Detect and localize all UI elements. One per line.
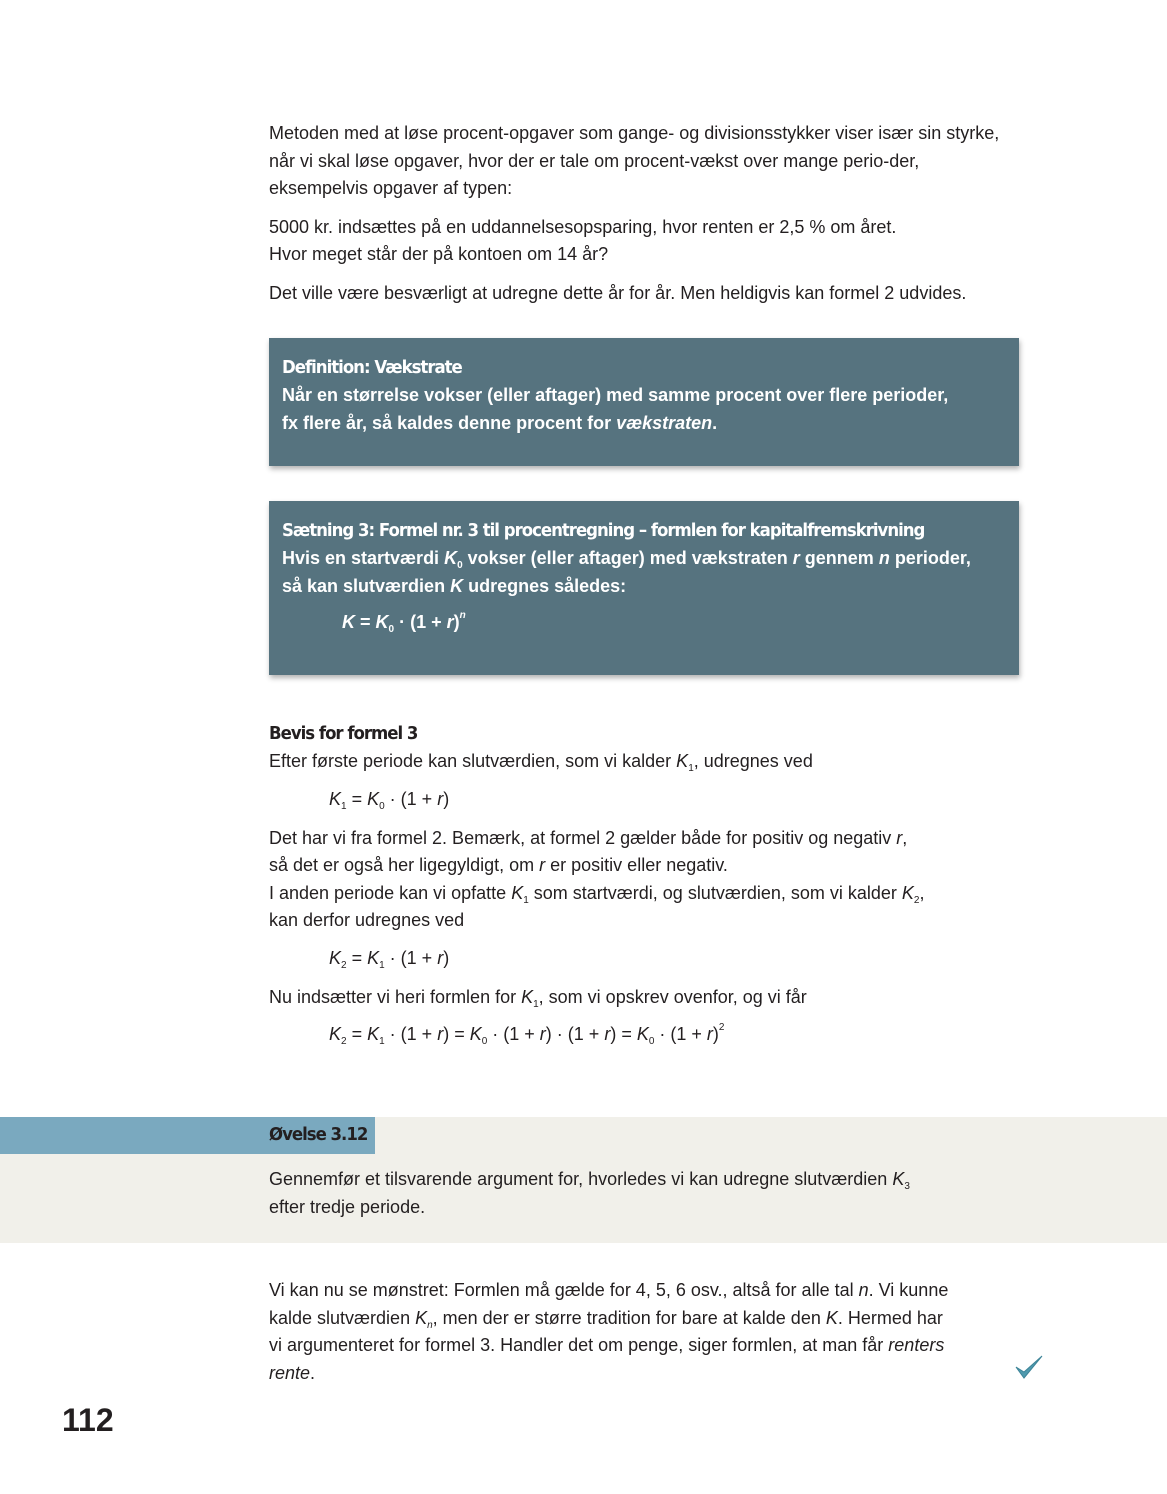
text-part: Gennemfør et tilsvarende argument for, hvorledes vi kan udregne slutværdien bbox=[269, 1169, 893, 1189]
text-part: . Vi kunne bbox=[868, 1280, 949, 1300]
var-n: n bbox=[858, 1280, 869, 1300]
theorem-text-part: perioder, bbox=[889, 548, 971, 568]
formula-part: = bbox=[346, 947, 368, 968]
subscript: 1 bbox=[341, 800, 347, 812]
theorem-text-part: gennem bbox=[799, 548, 879, 568]
theorem-formula bbox=[342, 612, 1006, 633]
final-paragraph bbox=[269, 1277, 1019, 1387]
var-k: K bbox=[329, 788, 342, 809]
var-k: K bbox=[329, 1024, 342, 1044]
formula-part: = bbox=[449, 1024, 470, 1044]
exercise-paragraph bbox=[269, 1166, 1019, 1221]
checkmark-icon bbox=[1014, 1354, 1044, 1380]
subscript: 2 bbox=[913, 894, 920, 906]
var-r: r bbox=[437, 788, 444, 809]
formula-part: · (1 + bbox=[487, 1024, 540, 1044]
var-r: r bbox=[792, 548, 800, 568]
var-k: K bbox=[636, 1024, 649, 1044]
subscript: 1 bbox=[379, 1036, 385, 1047]
var-k: K bbox=[469, 1024, 482, 1044]
definition-term: vækstraten bbox=[616, 412, 713, 433]
var-k: K bbox=[901, 882, 914, 903]
var-k: K bbox=[342, 612, 355, 632]
definition-line-1: Når en størrelse vokser (eller aftager) med samme procent over flere perioder, bbox=[282, 385, 949, 405]
equation-k1 bbox=[329, 776, 1019, 825]
subscript: 1 bbox=[533, 998, 539, 1010]
subscript: 1 bbox=[523, 894, 529, 906]
theorem-text-part: vokser (eller aftager) med vækstraten bbox=[462, 548, 793, 568]
formula-part: · (1 + bbox=[384, 947, 438, 968]
var-k: K bbox=[367, 947, 380, 968]
text-part: , som vi opskrev ovenfor, og vi får bbox=[538, 986, 807, 1007]
formula-part: = bbox=[346, 1024, 368, 1044]
exercise-label: Øvelse 3.12 bbox=[269, 1124, 368, 1145]
formula-part: ) bbox=[443, 947, 450, 968]
text-part: Vi kan nu se mønstret: Formlen må gælde for 4, 5, 6 osv., altså for alle tal bbox=[269, 1280, 859, 1300]
var-k: K bbox=[450, 575, 464, 596]
formula-part: ) bbox=[453, 612, 460, 632]
formula-part: = bbox=[616, 1024, 637, 1044]
var-k: K bbox=[444, 548, 458, 568]
intro-paragraph: Metoden med at løse procent-opgaver som gange- og divisionsstykker viser især sin styrke, når vi skal løse opgaver, hvor der er tale om procent-vækst over mange perio-der, eksempelvis opgaver af typen: bbox=[269, 123, 1000, 198]
example-problem bbox=[269, 214, 1019, 269]
subscript: 0 bbox=[648, 1036, 655, 1047]
text-part: kalde slutværdien bbox=[269, 1307, 416, 1328]
text-part: Efter første periode kan slutværdien, som vi kalder bbox=[269, 751, 677, 771]
var-k: K bbox=[375, 612, 389, 632]
theorem-text-part: udregnes således: bbox=[463, 575, 627, 596]
subscript: 0 bbox=[379, 800, 385, 812]
var-r: r bbox=[896, 827, 903, 848]
var-r: r bbox=[437, 947, 444, 968]
var-k: K bbox=[511, 882, 524, 903]
text-part: Det har vi fra formel 2. Bemærk, at formel 2 gælder både for positiv og negativ bbox=[269, 827, 897, 848]
subscript: 3 bbox=[904, 1181, 910, 1192]
var-r: r bbox=[446, 612, 454, 632]
subscript: 1 bbox=[379, 959, 385, 971]
equation-k2 bbox=[329, 935, 1019, 984]
formula-part: · (1 + bbox=[394, 612, 447, 632]
example-line-2: Hvor meget står der på kontoen om 14 år? bbox=[269, 244, 609, 264]
text-part: er positiv eller negativ. bbox=[545, 855, 728, 875]
text-part: efter tredje periode. bbox=[269, 1196, 426, 1217]
subscript: 0 bbox=[457, 560, 463, 571]
theorem-heading: Sætning 3: Formel nr. 3 til procentregning – formlen for kapitalfremskrivning bbox=[282, 520, 925, 541]
var-k: K bbox=[892, 1169, 905, 1189]
var-k: K bbox=[329, 947, 342, 968]
var-k: K bbox=[367, 788, 380, 809]
formula-part: ) bbox=[443, 1024, 450, 1044]
superscript: 2 bbox=[718, 1022, 725, 1033]
text-part: . bbox=[310, 1362, 316, 1383]
example-line-1: 5000 kr. indsættes på en uddannelsesopsparing, hvor renten er 2,5 % om året. bbox=[269, 216, 897, 237]
formula-part: · (1 + bbox=[654, 1024, 707, 1044]
formula-part: ) bbox=[443, 788, 450, 809]
definition-line-2: fx flere år, så kaldes denne procent for bbox=[282, 412, 617, 433]
intro-section bbox=[269, 120, 1019, 318]
final-section bbox=[269, 1277, 1019, 1387]
text-part: . Hermed har bbox=[837, 1307, 943, 1328]
theorem-text-part: Hvis en startværdi bbox=[282, 548, 445, 568]
formula-part: = bbox=[355, 612, 376, 632]
text-part: kan derfor udregnes ved bbox=[269, 910, 465, 930]
definition-text bbox=[282, 382, 1006, 437]
formula-part: · (1 + bbox=[384, 1024, 438, 1044]
subscript: n bbox=[427, 1319, 433, 1331]
var-k: K bbox=[367, 1024, 380, 1044]
var-n: n bbox=[878, 548, 890, 568]
text-part: , udregnes ved bbox=[693, 751, 813, 771]
text-part: vi argumenteret for formel 3. Handler det om penge, siger formlen, at man får bbox=[269, 1335, 889, 1355]
text-part: Nu indsætter vi heri formlen for bbox=[269, 986, 522, 1007]
text-part: , bbox=[919, 882, 925, 903]
formula-part: · (1 + bbox=[551, 1024, 605, 1044]
text-part: I anden periode kan vi opfatte bbox=[269, 882, 512, 903]
theorem-text-part: så kan slutværdien bbox=[282, 575, 451, 596]
formula-part: ) bbox=[712, 1024, 719, 1044]
theorem-text bbox=[282, 545, 1006, 600]
intro-conclusion: Det ville være besværligt at udregne dette år for år. Men heldigvis kan formel 2 udvides. bbox=[269, 282, 967, 303]
var-k: K bbox=[521, 986, 534, 1007]
page-number: 112 bbox=[62, 1402, 114, 1438]
var-k: K bbox=[676, 751, 689, 771]
definition-heading: Definition: Vækstrate bbox=[282, 357, 462, 378]
var-r: r bbox=[437, 1024, 444, 1044]
var-r: r bbox=[539, 855, 546, 875]
proof-section bbox=[269, 720, 1019, 1060]
formula-part: · (1 + bbox=[384, 788, 438, 809]
formula-part: ) bbox=[610, 1024, 617, 1044]
var-r: r bbox=[539, 1024, 546, 1044]
subscript: 2 bbox=[341, 959, 347, 971]
proof-text-2 bbox=[269, 825, 1019, 935]
subscript: 2 bbox=[341, 1036, 347, 1047]
proof-heading: Bevis for formel 3 bbox=[269, 723, 418, 744]
superscript: n bbox=[459, 610, 466, 621]
emphasis: renters bbox=[888, 1335, 945, 1355]
subscript: 0 bbox=[388, 624, 395, 635]
proof-text-1 bbox=[269, 748, 1019, 776]
equation-k2-expanded bbox=[329, 1011, 1019, 1060]
formula-part: = bbox=[346, 788, 368, 809]
text-part: , men der er større tradition for bare at kalde den bbox=[432, 1307, 826, 1328]
text-part: som startværdi, og slutværdien, som vi kalder bbox=[528, 882, 902, 903]
theorem-box bbox=[269, 501, 1019, 675]
var-r: r bbox=[604, 1024, 611, 1044]
definition-box bbox=[269, 338, 1019, 466]
var-k: K bbox=[415, 1307, 428, 1328]
definition-period: . bbox=[712, 412, 718, 433]
subscript: 0 bbox=[481, 1036, 488, 1047]
var-k: K bbox=[825, 1307, 838, 1328]
proof-text-3 bbox=[269, 984, 1019, 1012]
var-r: r bbox=[706, 1024, 713, 1044]
text-part: så det er også her ligegyldigt, om bbox=[269, 855, 540, 875]
emphasis: rente bbox=[269, 1362, 311, 1383]
subscript: 1 bbox=[688, 763, 694, 774]
formula-part: ) bbox=[545, 1024, 552, 1044]
text-part: , bbox=[902, 827, 908, 848]
exercise-text bbox=[269, 1166, 1019, 1221]
